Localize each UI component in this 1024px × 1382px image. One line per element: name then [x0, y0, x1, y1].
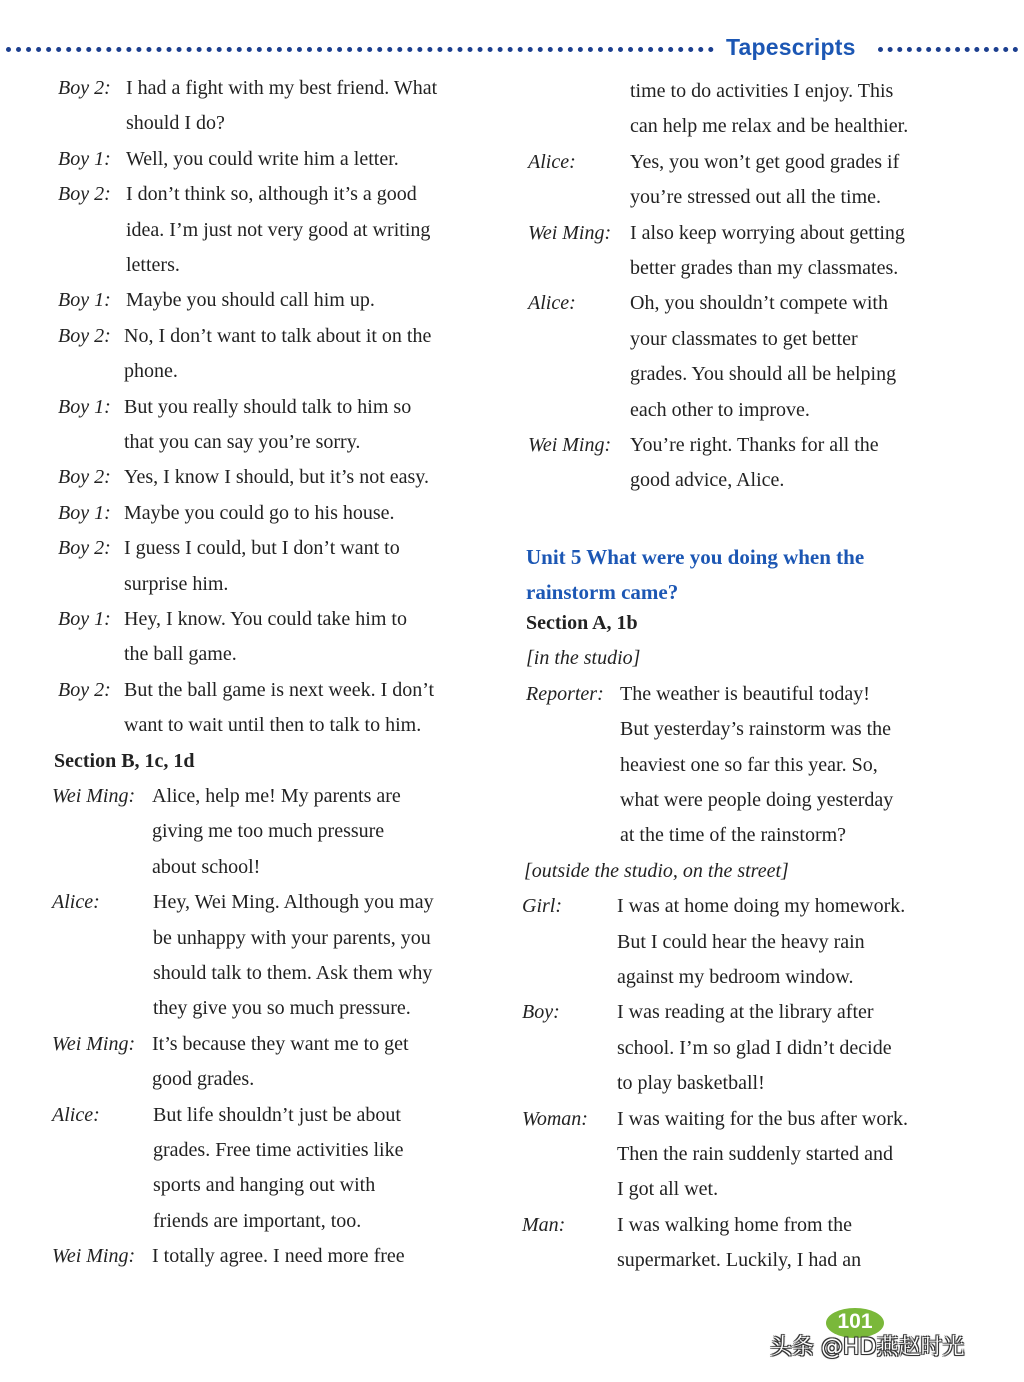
dialogue-line: supermarket. Luckily, I had an — [617, 1249, 862, 1272]
speaker-label: Wei Ming: — [528, 434, 612, 456]
speaker-label: Girl: — [522, 895, 562, 918]
dialogue-line: No, I don’t want to talk about it on the — [124, 324, 432, 347]
dialogue-line: that you can say you’re sorry. — [124, 431, 361, 453]
dialogue-line: Hey, Wei Ming. Although you may — [153, 891, 434, 914]
speaker-label: Boy 2: — [58, 466, 111, 489]
speaker-label: Boy 1: — [58, 289, 111, 312]
dialogue-line: time to do activities I enjoy. This — [630, 80, 894, 102]
dialogue-line: Well, you could write him a letter. — [126, 147, 399, 170]
page-number: 101 — [837, 1310, 873, 1333]
dialogue-line: grades. Free time activities like — [153, 1139, 404, 1161]
speaker-label: Boy 2: — [58, 324, 111, 347]
dialogue-line: phone. — [124, 360, 178, 383]
dialogue-line: I guess I could, but I don’t want to — [124, 537, 400, 560]
dialogue-line: sports and hanging out with — [153, 1174, 376, 1197]
dialogue-line: the ball game. — [124, 643, 237, 666]
page-header — [0, 34, 1024, 64]
dialogue-line: But you really should talk to him so — [124, 395, 412, 418]
speaker-label: Alice: — [52, 1103, 100, 1126]
dialogue-line: I was walking home from the — [617, 1213, 852, 1236]
dialogue-line: giving me too much pressure — [152, 820, 385, 843]
speaker-label: Reporter: — [526, 682, 604, 705]
dialogue-line: I had a fight with my best friend. What — [126, 77, 438, 99]
dialogue-line: Maybe you could go to his house. — [124, 501, 395, 524]
stage-direction: [outside the studio, on the street] — [524, 859, 789, 882]
speaker-label: Boy 2: — [58, 678, 111, 701]
dialogue-line: You’re right. Thanks for all the — [630, 434, 879, 456]
dialogue-line: want to wait until then to talk to him. — [124, 714, 422, 737]
speaker-label: Wei Ming: — [52, 785, 136, 807]
dialogue-line: to play basketball! — [617, 1072, 765, 1095]
dialogue-line: friends are important, too. — [153, 1209, 362, 1232]
speaker-label: Woman: — [522, 1107, 588, 1130]
speaker-label: Boy 1: — [58, 395, 111, 418]
dialogue-line: your classmates to get better — [630, 327, 858, 350]
dialogue-line: Oh, you shouldn’t compete with — [630, 292, 888, 315]
speaker-label: Alice: — [528, 292, 576, 315]
dialogue-line: good grades. — [152, 1068, 255, 1091]
speaker-label: Alice: — [528, 150, 576, 173]
speaker-label: Wei Ming: — [52, 1245, 136, 1268]
header-title: Tapescripts — [726, 34, 856, 60]
dialogue-line: better grades than my classmates. — [630, 257, 899, 279]
watermark: 头条 @HD燕赵时光 — [770, 1335, 965, 1360]
speaker-label: Alice: — [52, 891, 100, 914]
dialogue-line: you’re stressed out all the time. — [630, 186, 882, 209]
dialogue-line: I don’t think so, although it’s a good — [126, 183, 417, 206]
speaker-label: Boy 2: — [58, 77, 111, 99]
dialogue-line: be unhappy with your parents, you — [153, 926, 431, 949]
speaker-label: Man: — [522, 1213, 566, 1236]
dialogue-line: But life shouldn’t just be about — [153, 1103, 401, 1126]
header-dotted-rule-right — [878, 47, 1018, 52]
dialogue-line: what were people doing yesterday — [620, 789, 894, 811]
dialogue-line: I was at home doing my homework. — [617, 895, 906, 918]
dialogue-line: Hey, I know. You could take him to — [124, 608, 407, 630]
section-heading: Section B, 1c, 1d — [54, 749, 195, 772]
dialogue-line: each other to improve. — [630, 398, 810, 421]
dialogue-line: I was waiting for the bus after work. — [617, 1107, 909, 1130]
unit-title: rainstorm came? — [526, 580, 679, 605]
dialogue-line: letters. — [126, 254, 180, 276]
speaker-label: Boy 2: — [58, 537, 111, 560]
speaker-label: Boy 2: — [58, 183, 111, 206]
dialogue-line: heaviest one so far this year. So, — [620, 753, 878, 776]
speaker-label: Boy 1: — [58, 501, 111, 524]
dialogue-line: school. I’m so glad I didn’t decide — [617, 1036, 892, 1059]
unit-title: Unit 5 What were you doing when the — [526, 545, 865, 569]
header-dotted-rule-left — [6, 47, 714, 52]
dialogue-line: at the time of the rainstorm? — [620, 824, 847, 847]
dialogue-line: surprise him. — [124, 572, 229, 595]
section-heading: Section A, 1b — [526, 612, 638, 634]
dialogue-line: I got all wet. — [617, 1178, 719, 1201]
dialogue-line: grades. You should all be helping — [630, 363, 897, 386]
dialogue-line: should I do? — [126, 112, 225, 135]
dialogue-line: against my bedroom window. — [617, 966, 854, 988]
dialogue-line: Yes, I know I should, but it’s not easy. — [124, 466, 430, 489]
dialogue-line: Alice, help me! My parents are — [152, 785, 401, 807]
dialogue-line: But I could hear the heavy rain — [617, 930, 865, 953]
dialogue-line: Then the rain suddenly started and — [617, 1143, 894, 1165]
dialogue-line: Maybe you should call him up. — [126, 289, 375, 312]
dialogue-line: can help me relax and be healthier. — [630, 115, 909, 138]
speaker-label: Boy 1: — [58, 147, 111, 170]
dialogue-line: about school! — [152, 855, 261, 878]
stage-direction: [in the studio] — [526, 647, 641, 670]
dialogue-line: I totally agree. I need more free — [152, 1245, 405, 1268]
speaker-label: Boy: — [522, 1001, 560, 1024]
dialogue-line: I also keep worrying about getting — [630, 221, 905, 244]
dialogue-line: But the ball game is next week. I don’t — [124, 678, 435, 701]
dialogue-line: Yes, you won’t get good grades if — [630, 150, 900, 173]
dialogue-line: should talk to them. Ask them why — [153, 962, 433, 984]
dialogue-line: good advice, Alice. — [630, 469, 785, 492]
speaker-label: Wei Ming: — [52, 1032, 136, 1055]
dialogue-line: It’s because they want me to get — [152, 1032, 409, 1055]
dialogue-line: The weather is beautiful today! — [620, 682, 870, 705]
dialogue-line: I was reading at the library after — [617, 1001, 874, 1024]
speaker-label: Wei Ming: — [528, 221, 612, 244]
dialogue-line: idea. I’m just not very good at writing — [126, 218, 431, 241]
dialogue-line: they give you so much pressure. — [153, 997, 411, 1020]
speaker-label: Boy 1: — [58, 608, 111, 630]
dialogue-line: But yesterday’s rainstorm was the — [620, 718, 892, 741]
